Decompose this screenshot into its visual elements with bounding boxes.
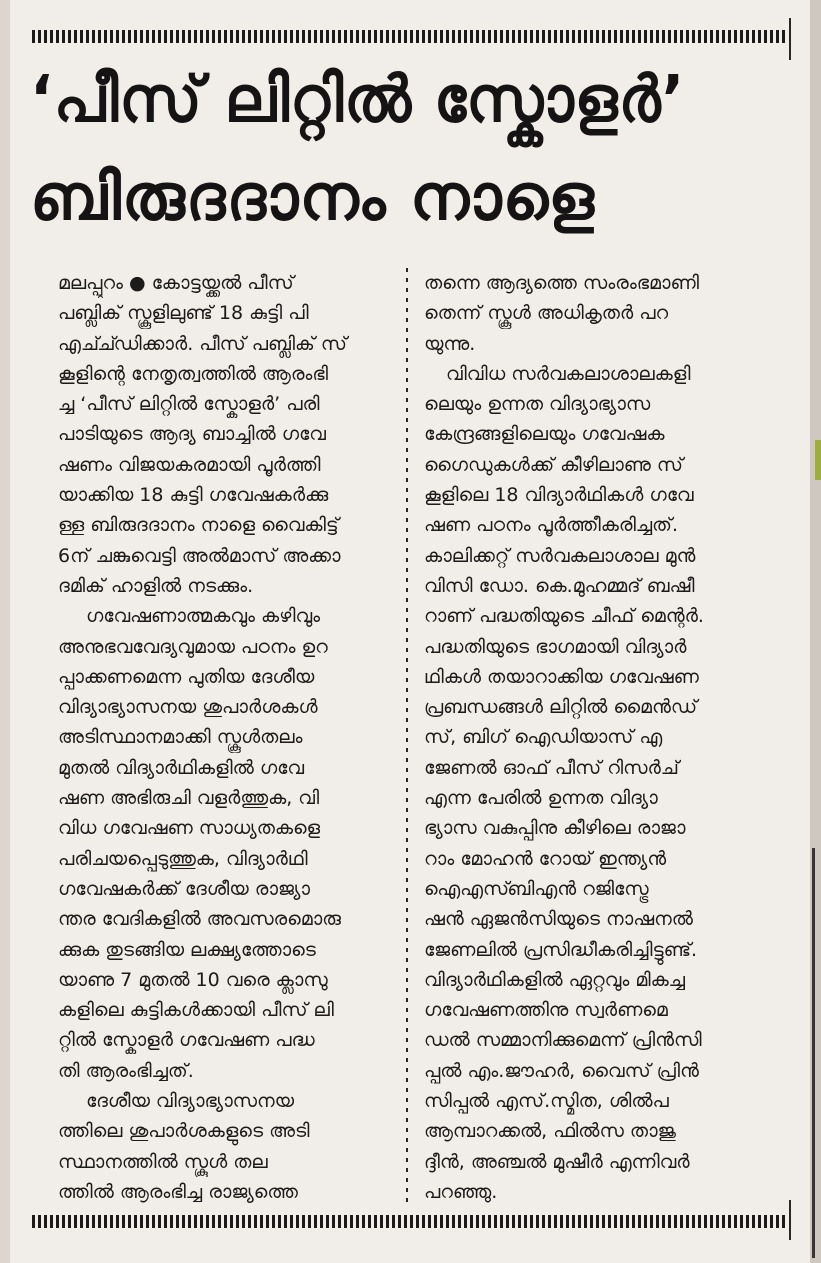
text-line: സ്, ബിഗ് ഐഡിയാസ് എ bbox=[424, 726, 663, 749]
text-line: ഗവേഷകർക്ക് ദേശീയ രാജ്യാ bbox=[58, 877, 310, 900]
text-line: ദേശീയ വിദ്യാഭ്യാസനയ bbox=[86, 1090, 295, 1113]
adjacent-column-rule bbox=[812, 848, 815, 1258]
text-line: ദ്ദീൻ, അഞ്ചൽ മുഷീർ എന്നിവർ bbox=[424, 1150, 690, 1173]
text-line: എച്ച്ഡിക്കാർ. പീസ് പബ്ലിക് സ് bbox=[58, 332, 347, 355]
article-column-right bbox=[424, 268, 786, 1207]
bottom-right-rule bbox=[789, 1200, 791, 1240]
text-line: കേന്ദ്രങ്ങളിലെയും ഗവേഷക bbox=[424, 423, 665, 446]
text-line: യാണു 7 മുതൽ 10 വരെ ക്ലാസു bbox=[58, 968, 328, 991]
text-line: വിദ്യാർഥികളിൽ ഏറ്റവും മികച്ച bbox=[424, 968, 686, 991]
text-line: കൂളിന്റെ നേതൃത്വത്തിൽ ആരംഭി bbox=[58, 362, 328, 385]
text-line: മലപ്പുറം ● കോട്ടയ്ക്കൽ പീസ് bbox=[58, 272, 294, 294]
text-line: പ്പൽ എം.ജൗഹർ, വൈസ് പ്രിൻ bbox=[424, 1059, 699, 1082]
text-line: പബ്ലിക് സ്കൂളിലുണ്ട് 18 കുട്ടി പി bbox=[58, 302, 309, 325]
top-dotted-rule bbox=[32, 30, 787, 43]
article-column-left bbox=[58, 268, 394, 1207]
text-line: ച്ച ‘പീസ് ലിറ്റിൽ സ്കോളർ’ പരി bbox=[58, 393, 320, 416]
text-line: 6ന് ചങ്കുവെട്ടി അൽമാസ് അക്കാ bbox=[58, 544, 341, 567]
text-line: ജേണലിൽ പ്രസിദ്ധീകരിച്ചിട്ടുണ്ട്. bbox=[424, 938, 698, 961]
text-line: മുതൽ വിദ്യാർഥികളിൽ ഗവേ bbox=[58, 756, 305, 779]
text-line: കളിലെ കുട്ടികൾക്കായി പീസ് ലി bbox=[58, 999, 334, 1022]
text-line: അടിസ്ഥാനമാക്കി സ്കൂൾതലം bbox=[58, 726, 303, 749]
text-line: ഗവേഷണത്തിനു സ്വർണമെ bbox=[424, 999, 668, 1022]
text-line: വിസി ഡോ. കെ.മുഹമ്മദ് ബഷീ bbox=[424, 574, 695, 597]
bottom-dotted-rule bbox=[32, 1215, 787, 1228]
text-line: സിപ്പൽ എസ്.സ്മിത, ശിൽപ bbox=[424, 1090, 669, 1113]
text-line: ഥികൾ തയാറാക്കിയ ഗവേഷണ bbox=[424, 665, 699, 688]
text-line: യുന്നു. bbox=[424, 332, 476, 355]
text-line: ഷണ അഭിരുചി വളർത്തുക, വി bbox=[58, 787, 320, 810]
text-line: ഗവേഷണാത്മകവും കഴിവും bbox=[86, 605, 321, 628]
text-line: വിവിധ സർവകലാശാലകളി bbox=[446, 362, 691, 385]
text-line: ള്ള ബിരുദദാനം നാളെ വൈകിട്ട് bbox=[58, 514, 339, 537]
text-line: വിധ ഗവേഷണ സാധ്യതകളെ bbox=[58, 817, 321, 840]
text-line: ഷണ പഠനം പൂർത്തീകരിച്ചത്. bbox=[424, 514, 679, 537]
top-right-rule bbox=[789, 18, 791, 60]
adjacent-page-mark bbox=[815, 440, 821, 480]
text-line: ജേണൽ ഓഫ് പീസ് റിസർച് bbox=[424, 756, 679, 779]
headline-line-2: ബിരുദദാനം നാളെ bbox=[30, 161, 595, 235]
text-line: ഷണം വിജയകരമായി പൂർത്തി bbox=[58, 453, 321, 476]
text-line: ത്തിലെ ശുപാർശകളുടെ അടി bbox=[58, 1120, 310, 1143]
text-line: ഭ്യാസ വകുപ്പിനു കീഴിലെ രാജാ bbox=[424, 817, 686, 840]
column-divider bbox=[406, 268, 408, 1204]
text-line: റാം മോഹൻ റോയ് ഇന്ത്യൻ bbox=[424, 847, 667, 870]
text-line: പാടിയുടെ ആദ്യ ബാച്ചിൽ ഗവേ bbox=[58, 423, 326, 446]
text-line: തന്നെ ആദ്യത്തെ സംരംഭമാണി bbox=[424, 272, 700, 294]
text-line: അനുഭവവേദ്യവുമായ പഠനം ഉറ bbox=[58, 635, 328, 658]
headline-line-1: ‘പീസ് ലിറ്റിൽ സ്കോളർ’ bbox=[30, 63, 686, 137]
text-line: പ്രബന്ധങ്ങൾ ലിറ്റിൽ മൈൻഡ് bbox=[424, 696, 698, 719]
text-line: ലെയും ഉന്നത വിദ്യാഭ്യാസ bbox=[424, 393, 651, 416]
text-line: പദ്ധതിയുടെ ഭാഗമായി വിദ്യാർ bbox=[424, 635, 687, 658]
text-line: ത്തിൽ ആരംഭിച്ച രാജ്യത്തെ bbox=[58, 1180, 298, 1203]
text-line: ഡൽ സമ്മാനിക്കുമെന്ന് പ്രിൻസി bbox=[424, 1029, 702, 1052]
text-line: തെന്ന് സ്കൂൾ അധികൃതർ പറ bbox=[424, 302, 669, 325]
text-line: ഷൻ ഏജൻസിയുടെ നാഷനൽ bbox=[424, 908, 693, 931]
text-line: ഗൈഡുകൾക്ക് കീഴിലാണു സ് bbox=[424, 453, 683, 476]
text-line: പറഞ്ഞു. bbox=[424, 1180, 498, 1203]
text-line: യാക്കിയ 18 കുട്ടി ഗവേഷകർക്കു bbox=[58, 484, 329, 507]
text-line: കാലിക്കറ്റ് സർവകലാശാല മുൻ bbox=[424, 544, 696, 567]
text-line: പരിചയപ്പെടുത്തുക, വിദ്യാർഥി bbox=[58, 847, 308, 870]
text-line: റ്റിൽ സ്കോളർ ഗവേഷണ പദ്ധ bbox=[58, 1029, 315, 1052]
text-line: ക്കുക തുടങ്ങിയ ലക്ഷ്യത്തോടെ bbox=[58, 938, 316, 961]
text-line: എന്ന പേരിൽ ഉന്നത വിദ്യാ bbox=[424, 787, 658, 810]
text-line: കൂളിലെ 18 വിദ്യാർഥികൾ ഗവേ bbox=[424, 484, 694, 507]
text-line: സ്ഥാനത്തിൽ സ്കൂൾ തല bbox=[58, 1150, 268, 1173]
text-line: തി ആരംഭിച്ചത്. bbox=[58, 1059, 194, 1082]
text-line: ഐഎസ്ബിഎൻ റജിസ്ട്രേ bbox=[424, 877, 649, 900]
text-line: ദമിക് ഹാളിൽ നടക്കും. bbox=[58, 574, 254, 597]
text-line: വിദ്യാഭ്യാസനയ ശുപാർശകൾ bbox=[58, 696, 318, 719]
text-line: പ്പാക്കണമെന്ന പുതിയ ദേശീയ bbox=[58, 665, 315, 688]
text-line: ന്തര വേദികളിൽ അവസരമൊരു bbox=[58, 908, 341, 931]
text-line: ആമ്പാറക്കൽ, ഫിൽസ താജു bbox=[424, 1120, 676, 1143]
text-line: റാണ് പദ്ധതിയുടെ ചീഫ് മെന്റർ. bbox=[424, 605, 704, 628]
